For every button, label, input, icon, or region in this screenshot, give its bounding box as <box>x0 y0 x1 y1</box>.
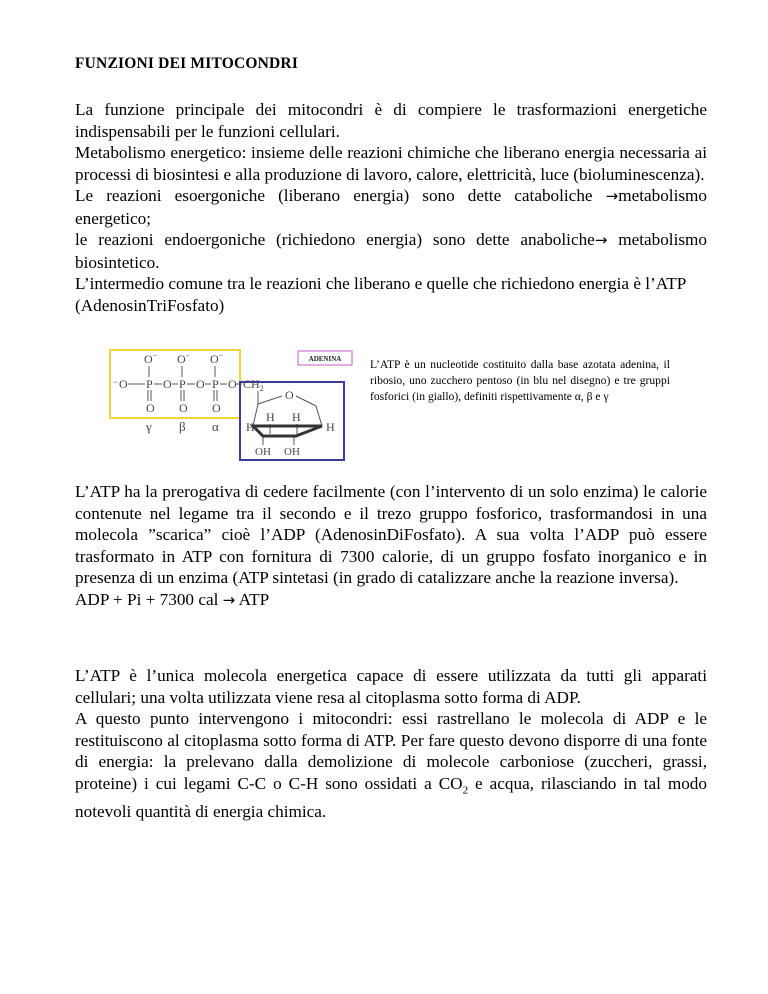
ribose-ring-front <box>253 426 322 436</box>
p-atom-label: P <box>179 377 186 391</box>
o-atom-label: O <box>212 401 221 415</box>
paragraph-atp-unica: L’ATP è l’unica molecola energetica capace di essere utilizzata da tutti gli apparati cellulari; una volta utilizzata viene resa al citoplasma sotto forma di ADP. <box>75 666 707 707</box>
intro-paragraph-3: Le reazioni esoergoniche (liberano energia) sono dette cataboliche →metabolismo energetico; <box>75 186 708 228</box>
ch2-label: $CH_2$ <box>243 377 264 393</box>
oh-group-label: OH <box>284 446 300 458</box>
intro-paragraph-5: L’intermedio comune tra le reazioni che liberano e quelle che richiedono energia è l’ATP (AdenosinTriFosfato) <box>75 274 686 315</box>
gamma-label: γ <box>146 419 152 434</box>
bond-lines <box>128 366 322 445</box>
arrow-icon: → <box>222 590 236 609</box>
adenina-label: ADENINA <box>308 355 342 363</box>
arrow-icon: → <box>594 231 608 249</box>
h-atom-label: H <box>292 410 301 424</box>
section-mitocondri <box>75 665 707 823</box>
paragraph-atp-adp: L’ATP ha la prerogativa di cedere facilmente (con l’intervento di un solo enzima) le calorie contenute nel legame tra il secondo e il trezo gruppo fosforico, trasformandosi in una molecola ”scarica” cioè l’ADP (AdenosinDiFosfato). A sua volta l’ADP può essere trasformato in ATP con fornitura di 7300 calorie, di un gruppo fosfato inorganico e in presenza di un enzima (ATP sintetasi (in grado di catalizzare anche la reazione inversa). <box>75 482 707 587</box>
equation-left: ADP + Pi + 7300 cal <box>75 589 219 609</box>
o-minus-label: O− <box>144 351 158 366</box>
o-atom-label: O <box>196 377 205 391</box>
equation-right: ATP <box>238 589 270 609</box>
o-atom-label: O <box>163 377 172 391</box>
section-atp-prerogativa <box>75 481 707 611</box>
o-minus-label: O− <box>177 351 191 366</box>
intro-paragraph-1: La funzione principale dei mitocondri è di compiere le trasformazioni energetiche indispensabili per le funzioni cellulari. <box>75 100 707 141</box>
intro-paragraph-4: le reazioni endoergoniche (richiedono energia) sono dette anaboliche→ metabolismo biosintetico. <box>75 230 707 272</box>
o-minus-label: O− <box>210 351 224 366</box>
beta-label: β <box>179 419 186 434</box>
o-atom-label: O <box>119 377 128 391</box>
o-atom-label: O <box>179 401 188 415</box>
p-atom-label: P <box>146 377 153 391</box>
p-atom-label: P <box>212 377 219 391</box>
co2-subscript: 2 <box>462 783 469 796</box>
figure-caption: L’ATP è un nucleotide costituito dalla base azotata adenina, il ribosio, uno zucchero pentoso (in blu nel disegno) e tre gruppi fosforici (in giallo), definiti rispettivamente α, β e γ <box>370 358 670 403</box>
oh-group-label: OH <box>255 446 271 458</box>
o-atom-label: O <box>146 401 155 415</box>
intro-section <box>75 99 707 316</box>
atp-structure-figure <box>108 346 358 462</box>
arrow-icon: → <box>605 187 619 205</box>
document-title: FUNZIONI DEI MITOCONDRI <box>75 55 299 72</box>
h-atom-label: H <box>246 420 255 434</box>
alpha-label: α <box>212 419 219 434</box>
intro-paragraph-2: Metabolismo energetico: insieme delle reazioni chimiche che liberano energia necessaria ai processi di biosintesi e alla produzione di lavoro, calore, elettricità, luce (bioluminescenza). <box>75 143 707 184</box>
h-atom-label: H <box>326 420 335 434</box>
minus-sign-label: − <box>113 377 119 387</box>
ring-o-label: O <box>285 388 294 402</box>
h-atom-label: H <box>266 410 275 424</box>
paragraph-mitocondri: A questo punto intervengono i mitocondri: essi rastrellano le molecola di ADP e le restituiscono al citoplasma sotto forma di ATP. Per fare questo devono disporre di una fonte di energia: la prelevano dalla demolizione di molecole carboniose (zuccheri, grassi, proteine) i cui legami C-C o C-H sono ossidati a $CO_2$ e acqua, rilasciando in tal modo notevoli quantità di energia chimica. <box>75 709 707 822</box>
o-atom-label: O <box>228 377 237 391</box>
equation-line <box>75 589 707 612</box>
